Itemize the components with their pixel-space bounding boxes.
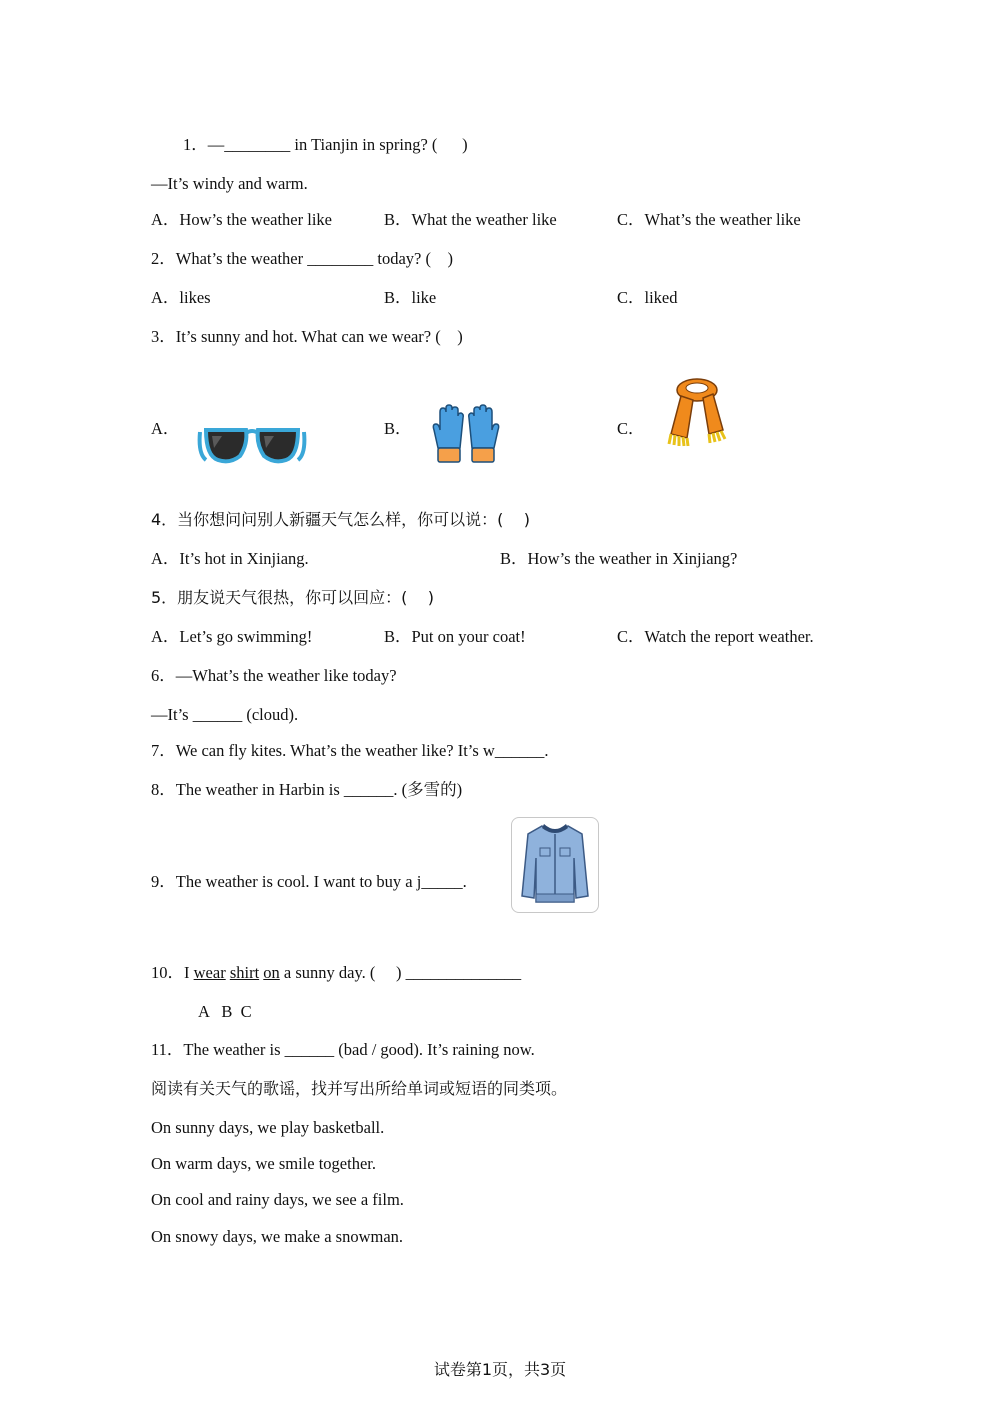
reading-line: On sunny days, we play basketball. bbox=[151, 1118, 385, 1137]
q3-option-b[interactable]: B． bbox=[384, 419, 412, 438]
q3-option-a[interactable]: A． bbox=[151, 419, 180, 438]
q5-option-b[interactable]: B．Put on your coat! bbox=[384, 627, 526, 646]
q2-option-c[interactable]: C．liked bbox=[617, 288, 678, 307]
q1-reply: —It’s windy and warm. bbox=[151, 174, 308, 193]
q1-option-a[interactable]: A．How’s the weather like bbox=[151, 210, 332, 229]
q9-stem: 9．The weather is cool. I want to buy a j_____. bbox=[151, 872, 467, 891]
q5-option-c[interactable]: C．Watch the report weather. bbox=[617, 627, 814, 646]
q11-stem: 11．The weather is ______ (bad / good). It’s raining now. bbox=[151, 1040, 535, 1059]
q4-option-b[interactable]: B．How’s the weather in Xinjiang? bbox=[500, 549, 738, 568]
reading-line: On cool and rainy days, we see a film. bbox=[151, 1190, 404, 1209]
q5-option-a[interactable]: A．Let’s go swimming! bbox=[151, 627, 313, 646]
q4-option-a[interactable]: A．It’s hot in Xinjiang. bbox=[151, 549, 309, 568]
q1-stem: 1．—________ in Tianjin in spring? ( ) bbox=[183, 135, 468, 154]
q5-stem: 5．朋友说天气很热，你可以回应：( ) bbox=[151, 588, 435, 607]
q8-stem: 8．The weather in Harbin is ______. (多雪的) bbox=[151, 780, 463, 799]
scarf-icon[interactable] bbox=[665, 376, 729, 448]
q2-option-b[interactable]: B．like bbox=[384, 288, 437, 307]
reading-line: On warm days, we smile together. bbox=[151, 1154, 376, 1173]
q10-word-c: on bbox=[263, 963, 280, 982]
q10-letters: A B C bbox=[198, 1002, 252, 1021]
reading-instruction: 阅读有关天气的歌谣，找并写出所给单词或短语的同类项。 bbox=[151, 1079, 568, 1098]
gloves-icon[interactable] bbox=[428, 404, 504, 466]
q1-option-c[interactable]: C．What’s the weather like bbox=[617, 210, 801, 229]
page-footer: 试卷第1页，共3页 bbox=[433, 1360, 567, 1379]
reading-line: On snowy days, we make a snowman. bbox=[151, 1227, 404, 1246]
q3-stem: 3．It’s sunny and hot. What can we wear? ( ) bbox=[151, 327, 463, 346]
q10-stem bbox=[151, 963, 521, 983]
jacket-picture-frame bbox=[511, 817, 599, 913]
q10-suffix: a sunny day. ( ) ______________ bbox=[279, 963, 522, 982]
q1-option-b[interactable]: B．What the weather like bbox=[384, 210, 557, 229]
jacket-icon bbox=[512, 818, 598, 912]
q10-word-a: wear bbox=[193, 963, 226, 982]
q4-stem: 4．当你想问问别人新疆天气怎么样，你可以说：( ) bbox=[151, 510, 531, 529]
q6-stem: 6．—What’s the weather like today? bbox=[151, 666, 397, 685]
q2-option-a[interactable]: A．likes bbox=[151, 288, 211, 307]
q7-stem: 7．We can fly kites. What’s the weather like? It’s w______. bbox=[151, 741, 549, 760]
q6-reply: —It’s ______ (cloud). bbox=[151, 705, 299, 724]
sunglasses-icon[interactable] bbox=[196, 424, 308, 468]
q10-prefix: 10．I bbox=[151, 963, 194, 982]
q10-word-b: shirt bbox=[229, 963, 260, 982]
q3-option-c[interactable]: C． bbox=[617, 419, 645, 438]
q2-stem: 2．What’s the weather ________ today? ( ) bbox=[151, 249, 453, 268]
